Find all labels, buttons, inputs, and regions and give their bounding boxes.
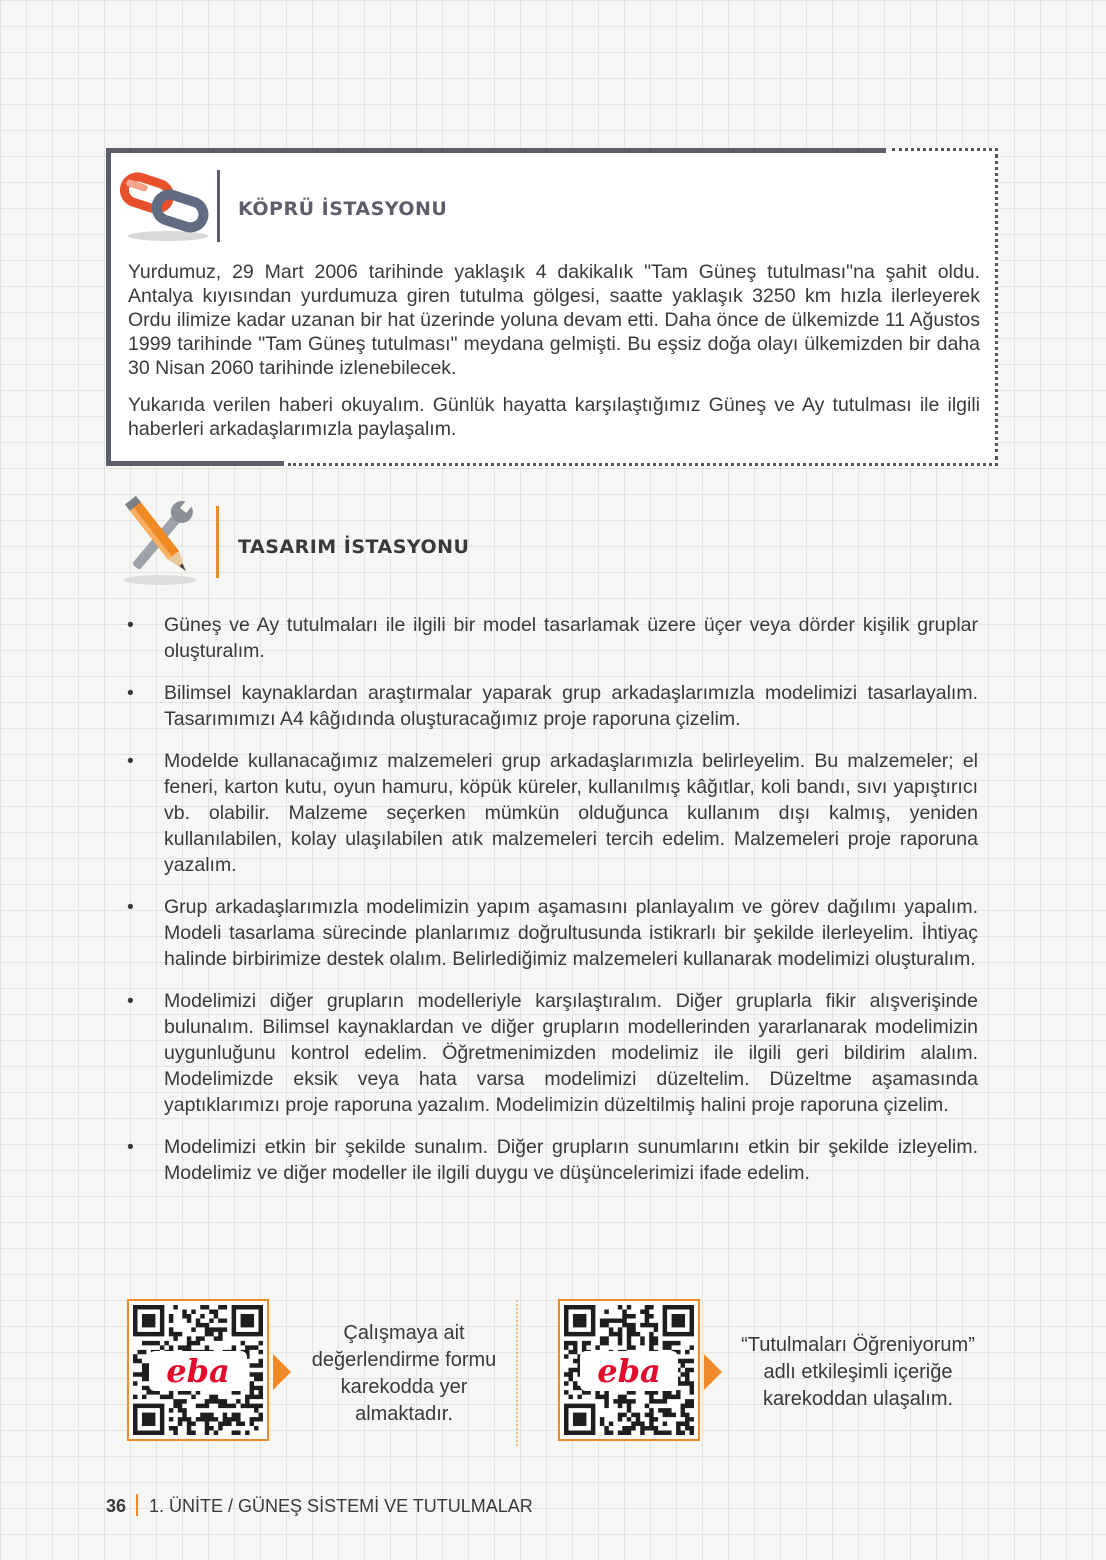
qr-caption-2: “Tutulmaları Öğreniyorum” adlı etkileşimli içeriğe karekoddan ulaşalım. [741, 1334, 975, 1410]
tasarim-bullet-list [127, 612, 978, 1202]
qr-separator [516, 1300, 518, 1446]
kopru-paragraph-2: Yukarıda verilen haberi okuyalım. Günlük hayatta karşılaştığımız Güneş ve Ay tutulması ile ilgili haberleri arkadaşlarımızla paylaşalım. [128, 394, 980, 440]
eba-logo: eba [580, 1351, 678, 1391]
list-item: • Güneş ve Ay tutulmaları ile ilgili bir model tasarlamak üzere üçer veya dörder kişilik gruplar oluşturalım. [127, 612, 978, 664]
tasarim-title: TASARIM İSTASYONU [238, 536, 470, 558]
eba-logo: eba [149, 1351, 247, 1391]
box-frame-top [106, 148, 886, 153]
arrow-right-icon [704, 1354, 722, 1390]
list-item: • Bilimsel kaynaklardan araştırmalar yaparak grup arkadaşlarımızla modelimizi tasarlayalım. Tasarımımızı A4 kâğıdında oluşturacağımız proje raporuna çizelim. [127, 680, 978, 732]
kopru-title: KÖPRÜ İSTASYONU [238, 198, 448, 220]
list-item: • Modelde kullanacağımız malzemeleri grup arkadaşlarımızla belirleyelim. Bu malzemeler; el feneri, karton kutu, oyun hamuru, köpük küreler, kullanılmış kâğıtlar, koli bandı, sıvı yapıştırıcı vb. olabilir. Malzeme seçerken mümkün olduğunca kullanım dışı kalmış, yeniden kullanılabilen, kolay ulaşılabilen atık malzemeleri tercih edelim. Malzemeleri proje raporuna yazalım. [127, 748, 978, 878]
page-footer [106, 1494, 533, 1517]
footer-divider [136, 1494, 138, 1516]
qr-code-evaluation-form[interactable] [127, 1299, 269, 1441]
box-frame-bottom [106, 461, 284, 466]
list-item: • Grup arkadaşlarımızla modelimizin yapım aşamasını planlayalım ve görev dağılımı yapalım. Modeli tasarlama sürecinde planlarımız doğrultusunda istikrarlı bir şekilde ilerleyelim. İhtiyaç halinde birbirimize destek olalım. Belirlediğimiz malzemeleri kullanarak modelimizi oluşturalım. [127, 894, 978, 972]
box-dotted-right [995, 154, 998, 460]
arrow-right-icon [273, 1354, 291, 1390]
unit-title: 1. ÜNİTE / GÜNEŞ SİSTEMİ VE TUTULMALAR [149, 1496, 533, 1516]
title-divider [217, 170, 220, 242]
list-item: • Modelimizi diğer grupların modelleriyle karşılaştıralım. Diğer gruplarla fikir alışverişinde bulunalım. Bilimsel kaynaklardan ve diğer grupların modellerinden yararlanarak modelimizin uygunluğunu kontrol edelim. Öğretmenimizden modelimiz ile ilgili geri bildirim alalım. Modelimizde eksik veya hata varsa modelimizi düzeltelim. Düzeltme aşamasında yaptıklarımızı proje raporuna yazalım. Modelimizin düzeltilmiş halini proje raporuna çizelim. [127, 988, 978, 1118]
qr-caption-1: Çalışmaya ait değerlendirme formu karekodda yer almaktadır. [311, 1322, 497, 1425]
title-divider-orange [216, 506, 219, 578]
page-number: 36 [106, 1496, 127, 1516]
kopru-paragraph-1: Yurdumuz, 29 Mart 2006 tarihinde yaklaşık 4 dakikalık "Tam Güneş tutulması"na şahit oldu. Antalya kıyısından yurdumuza giren tutulma gölgesi, saatte yaklaşık 3250 km hızla ilerleyerek Ordu ilimize kadar uzanan bir hat üzerinde yoluna devam etti. Daha önce de ülkemizde 11 Ağustos 1999 tarihinde "Tam Güneş tutulması" meydana gelmişti. Bu eşsiz doğa olayı ülkemizden bir daha 30 Nisan 2060 tarihinde izlenebilecek. [128, 261, 980, 379]
box-dotted-bottom [288, 463, 998, 466]
pencil-wrench-icon [118, 490, 202, 591]
qr-code-interactive-content[interactable] [558, 1299, 700, 1441]
kopru-istasyonu-box [106, 148, 998, 466]
box-frame-left [106, 148, 111, 466]
chain-link-icon [118, 170, 210, 249]
kopru-text [128, 260, 980, 454]
list-item: • Modelimizi etkin bir şekilde sunalım. Diğer grupların sunumlarını etkin bir şekilde izleyelim. Modelimiz ve diğer modeller ile ilgili duygu ve düşüncelerimizi ifade edelim. [127, 1134, 978, 1186]
box-dotted-top [892, 148, 998, 151]
